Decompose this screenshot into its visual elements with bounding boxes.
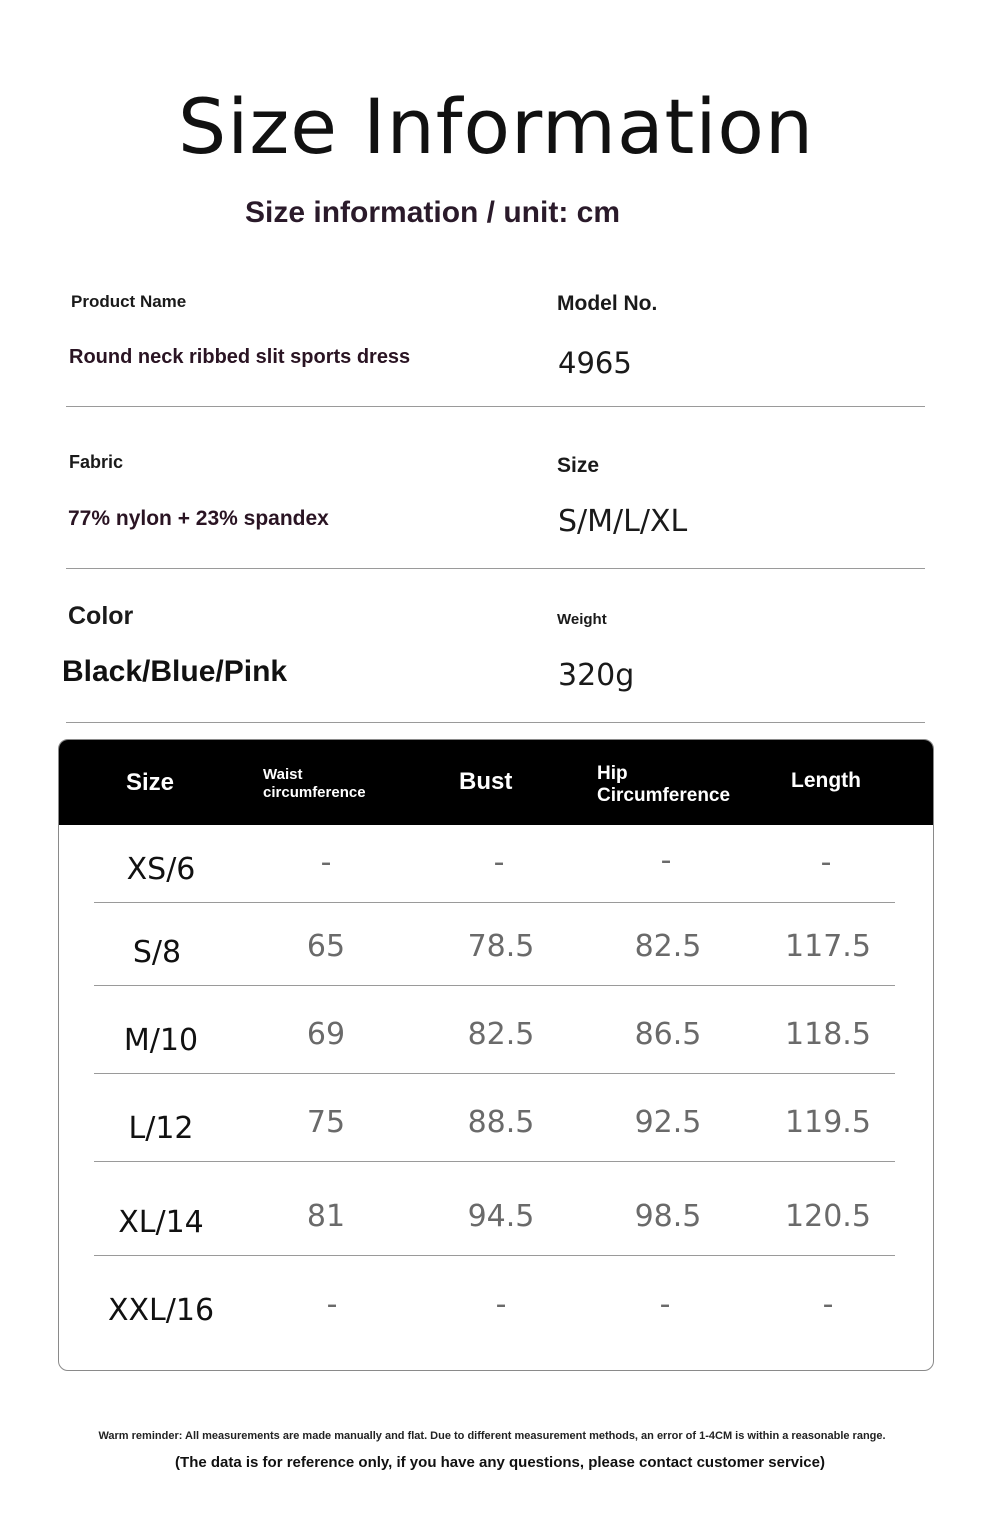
cell-waist: 75 [306, 1105, 346, 1140]
cell-hip: 98.5 [634, 1199, 702, 1234]
cell-length: 120.5 [785, 1199, 871, 1234]
cell-hip: - [659, 1287, 671, 1322]
header-size: Size [126, 769, 175, 796]
cell-bust: 94.5 [467, 1199, 535, 1234]
cell-waist: 81 [306, 1199, 346, 1234]
header-hip-line2: Circumference [597, 785, 731, 806]
cell-size: S/8 [132, 935, 182, 970]
fabric-label: Fabric [69, 452, 124, 472]
model-value: 4965 [558, 346, 632, 380]
cell-bust: 88.5 [467, 1105, 535, 1140]
weight-value: 320g [558, 658, 635, 693]
product-name-label: Product Name [71, 292, 187, 311]
table-row [59, 986, 933, 1074]
table-row [59, 903, 933, 986]
cell-hip: 82.5 [634, 929, 702, 964]
cell-hip: - [660, 843, 672, 878]
reference-note: (The data is for reference only, if you have any questions, please contact customer service) [175, 1454, 825, 1471]
divider [66, 406, 925, 407]
color-value: Black/Blue/Pink [62, 655, 288, 688]
table-row [59, 1162, 933, 1256]
cell-waist: - [326, 1287, 338, 1322]
cell-hip: 92.5 [634, 1105, 702, 1140]
cell-bust: 82.5 [467, 1017, 535, 1052]
cell-hip: 86.5 [634, 1017, 702, 1052]
cell-size: XS/6 [126, 852, 196, 887]
table-row [59, 1074, 933, 1162]
header-waist-line2: circumference [263, 784, 366, 801]
color-label: Color [68, 602, 134, 630]
size-label: Size [557, 454, 600, 477]
size-value: S/M/L/XL [558, 504, 688, 539]
header-waist-line1: Waist [263, 766, 303, 783]
fabric-value: 77% nylon + 23% spandex [68, 507, 329, 530]
table-row [59, 825, 933, 903]
cell-length: 118.5 [785, 1017, 871, 1052]
header-waist [263, 766, 366, 802]
page-subtitle: Size information / unit: cm [245, 196, 621, 229]
cell-waist: - [320, 845, 332, 880]
divider [66, 568, 925, 569]
size-table [58, 739, 934, 1371]
model-label: Model No. [557, 292, 658, 315]
cell-waist: 69 [306, 1017, 346, 1052]
table-header [59, 740, 933, 825]
cell-bust: - [495, 1287, 507, 1322]
table-row [59, 1256, 933, 1371]
divider [66, 722, 925, 723]
cell-size: L/12 [128, 1111, 194, 1146]
cell-size: XXL/16 [107, 1293, 215, 1328]
cell-bust: 78.5 [467, 929, 535, 964]
header-hip [597, 763, 730, 807]
header-hip-line1: Hip [597, 763, 628, 784]
header-bust: Bust [459, 768, 513, 795]
page-title: Size Information [178, 82, 815, 171]
cell-length: 117.5 [785, 929, 871, 964]
product-name-value: Round neck ribbed slit sports dress [69, 346, 411, 368]
cell-waist: 65 [306, 929, 346, 964]
weight-label: Weight [557, 611, 607, 628]
cell-size: XL/14 [118, 1205, 204, 1240]
cell-length: - [820, 845, 832, 880]
cell-bust: - [493, 845, 505, 880]
header-length: Length [791, 769, 861, 792]
cell-size: M/10 [123, 1023, 199, 1058]
cell-length: - [822, 1287, 834, 1322]
warm-reminder: Warm reminder: All measurements are made manually and flat. Due to different measurement methods, an error of 1-4CM is within a reasonable range. [98, 1430, 886, 1442]
cell-length: 119.5 [785, 1105, 871, 1140]
